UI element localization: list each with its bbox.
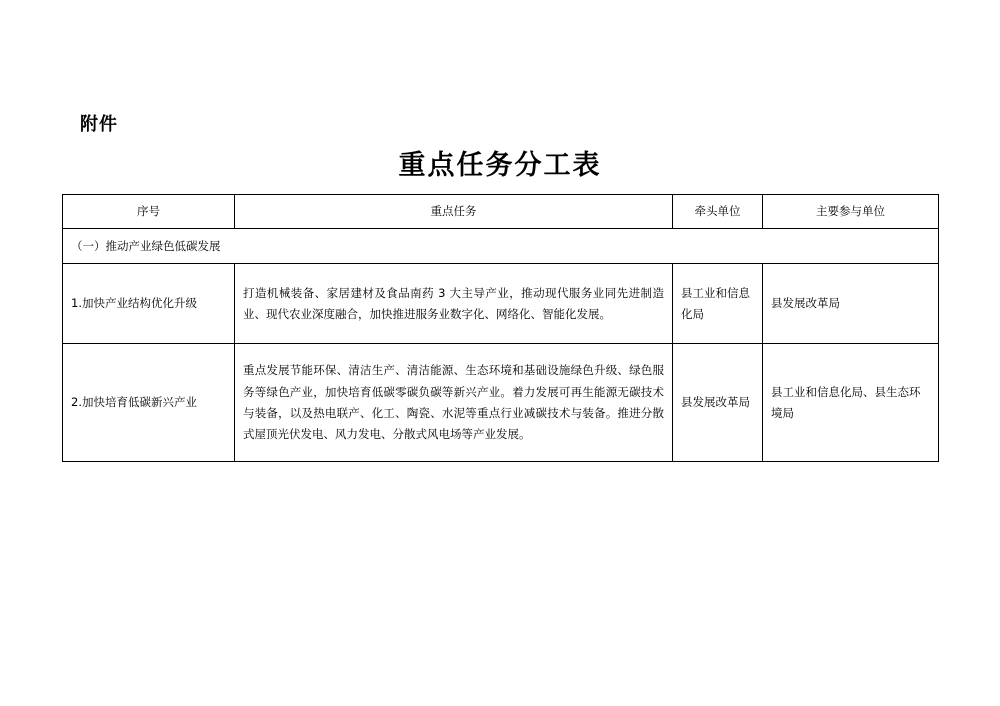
row-participant-units: 县发展改革局 [763,264,939,344]
column-header-no: 序号 [63,195,235,229]
row-task-text: 重点发展节能环保、清洁生产、清洁能源、生态环境和基础设施绿色升级、绿色服务等绿色产业，加快培育低碳零碳负碳等新兴产业。着力发展可再生能源无碳技术与装备，以及热电联产、化工、陶瓷、水泥等重点行业减碳技术与装备。推进分散式屋顶光伏发电、风力发电、分散式风电场等产业发展。 [235,344,673,462]
table-body [63,229,939,462]
row-lead-unit: 县工业和信息化局 [673,264,763,344]
table-header [63,195,939,229]
table-row [63,264,939,344]
row-number-label: 2.加快培育低碳新兴产业 [63,344,235,462]
row-lead-unit: 县发展改革局 [673,344,763,462]
table-header-row [63,195,939,229]
task-table [62,194,939,462]
section-title: （一）推动产业绿色低碳发展 [63,229,939,264]
column-header-participants: 主要参与单位 [763,195,939,229]
table-row [63,344,939,462]
task-table-container [62,194,938,462]
row-participant-units: 县工业和信息化局、县生态环境局 [763,344,939,462]
column-header-task: 重点任务 [235,195,673,229]
attachment-label: 附件 [80,114,118,135]
column-header-lead: 牵头单位 [673,195,763,229]
table-section-row [63,229,939,264]
page-title: 重点任务分工表 [398,150,602,181]
row-number-label: 1.加快产业结构优化升级 [63,264,235,344]
row-task-text: 打造机械装备、家居建材及食品南药 3 大主导产业，推动现代服务业同先进制造业、现代农业深度融合，加快推进服务业数字化、网络化、智能化发展。 [235,264,673,344]
